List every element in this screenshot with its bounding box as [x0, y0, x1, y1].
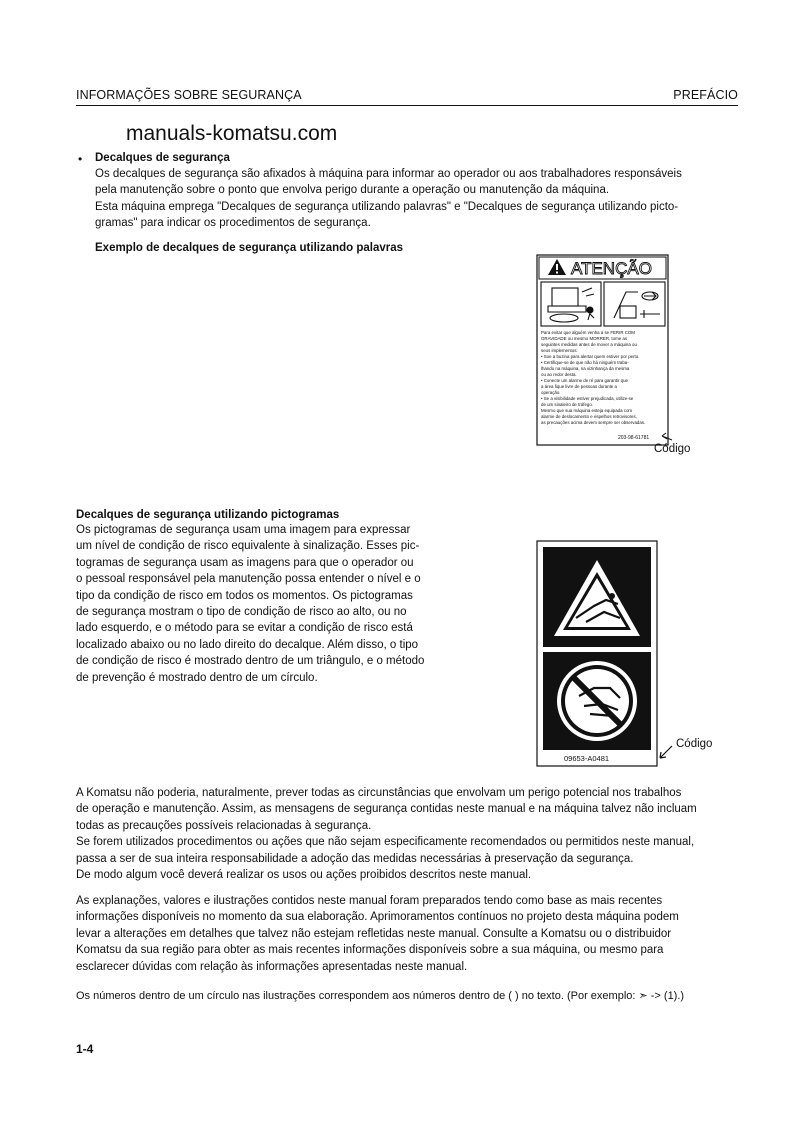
text-line: de prevenção é mostrado dentro de um círculo.: [76, 671, 318, 684]
disclaimer-paragraph: [76, 785, 738, 883]
svg-text:Para evitar que alguém venha a: Para evitar que alguém venha a se FERIR COM: [541, 330, 635, 335]
svg-text:de um sinaleiro de tráfego.: de um sinaleiro de tráfego.: [541, 402, 593, 407]
lock-lever-icon: [604, 282, 665, 326]
example-words-title: Exemplo de decalques de segurança utilizando palavras: [95, 242, 404, 254]
section-intro: [95, 166, 738, 232]
text-line: Esta máquina emprega "Decalques de segurança utilizando palavras" e "Decalques de segurança utilizando picto-: [95, 200, 679, 213]
text-line: tipo da condição de risco em todos os momentos. Os pictogramas: [76, 589, 413, 602]
text-line: o pessoal responsável pela manutenção possa entender o nível e o: [76, 573, 421, 586]
text-line: Se forem utilizados procedimentos ou ações que não sejam especificamente recomendados ou permitidos neste manual,: [76, 836, 695, 849]
header-chapter-title: PREFÁCIO: [673, 88, 738, 102]
text-line: A Komatsu não poderia, naturalmente, prever todas as circunstâncias que envolvam um perigo potencial nos trabalhos: [76, 787, 682, 799]
svg-text:ou ao redor desta.: ou ao redor desta.: [541, 372, 577, 377]
svg-text:operação.: operação.: [541, 390, 561, 395]
svg-text:Mesmo que sua máquina esteja e: Mesmo que sua máquina esteja equipada com: [541, 408, 633, 413]
header-rule: [76, 105, 738, 106]
text-line: de condição de risco é mostrado dentro de um triângulo, e o método: [76, 655, 425, 668]
pictogram-code-label: Código: [676, 738, 713, 750]
svg-text:• Soe a buzina para alertar qu: • Soe a buzina para alertar quem estiver por perto.: [541, 354, 640, 359]
prohibition-circle-icon: [557, 661, 637, 741]
text-line: levar a alterações em detalhes que talvez não estejam refletidas neste manual. Consulte a Komatsu ou o distribuidor: [76, 927, 672, 940]
svg-text:• Certifique-se de que não há: • Certifique-se de que não há ninguém traba-: [541, 360, 629, 365]
svg-text:a área fique livre de pessoas: a área fique livre de pessoas durante a: [541, 384, 617, 389]
bullet-icon: •: [78, 152, 83, 166]
pictograms-description: [76, 522, 454, 686]
text-line: As explanações, valores e ilustrações contidos neste manual foram preparados tendo como base as mais recentes: [76, 895, 663, 907]
text-line: Komatsu da sua região para obter as mais recentes informações disponíveis sobre a sua máquina, ou mesmo para: [76, 944, 664, 957]
text-line: De modo algum você deverá realizar os usos ou ações proibidos descritos neste manual.: [76, 869, 532, 882]
svg-text:alarme de deslocamento e espel: alarme de deslocamento e espelhos retrovisores,: [541, 414, 637, 419]
text-line: Os pictogramas de segurança usam uma imagem para expressar: [76, 524, 411, 536]
text-line: informações disponíveis no momento da sua elaboração. Aprimoramentos contínuos no projeto desta máquina podem: [76, 911, 679, 924]
svg-text:lhando na máquina, na vizinhan: lhando na máquina, na vizinhança da mesma: [541, 366, 630, 371]
svg-text:GRAVIDADE ou mesmo MORRER, tom: GRAVIDADE ou mesmo MORRER, tome as: [541, 336, 628, 341]
svg-text:as precauções acima devem semp: as precauções acima devem sempre ser observadas.: [541, 420, 646, 425]
section-title: Decalques de segurança: [95, 152, 230, 164]
header-section-title: INFORMAÇÕES SOBRE SEGURANÇA: [76, 88, 302, 102]
text-line: um nível de condição de risco equivalente à sinalização. Esses pic-: [76, 540, 420, 553]
text-line: passa a ser de sua inteira responsabilidade a adoção das medidas necessárias à preservação da segurança.: [76, 852, 634, 865]
word-safety-decal: [534, 252, 694, 464]
page-number: 1-4: [76, 1042, 94, 1056]
updates-paragraph: [76, 893, 738, 975]
text-line: localizado abaixo ou no lado direito do decalque. Além disso, o tipo: [76, 638, 419, 651]
code-pointer-arrow: [660, 746, 672, 758]
text-line: pela manutenção sobre o ponto que envolva perigo durante a operação ou manutenção da máquina.: [95, 184, 610, 197]
text-line: Os decalques de segurança são afixados à máquina para informar ao operador ou aos trabalhadores responsáveis: [95, 168, 682, 180]
text-line: de operação e manutenção. Assim, as mensagens de segurança contidas neste manual e na máquina talvez não incluam: [76, 803, 697, 816]
svg-text:• Conecte um alarme de ré para: • Conecte um alarme de ré para garantir que: [541, 378, 628, 383]
pictograms-title: Decalques de segurança utilizando pictogramas: [76, 509, 340, 521]
svg-text:seguintes medidas antes de mov: seguintes medidas antes de mover a máquina ou: [541, 342, 637, 347]
text-line: togramas de segurança usam as imagens para que o operador ou: [76, 556, 414, 569]
machine-runover-hazard-icon: [541, 282, 601, 326]
text-line: de segurança mostram o tipo de condição de risco ao alto, ou no: [76, 606, 407, 619]
circle-numbers-note: Os números dentro de um círculo nas ilustrações correspondem aos números dentro de ( ) no texto. (Por exemplo: ➣ -> (1).): [76, 990, 685, 1002]
watermark: manuals-komatsu.com: [126, 122, 338, 145]
text-line: esclarecer dúvidas com relação às informações apresentadas neste manual.: [76, 960, 468, 973]
svg-text:seus implementos:: seus implementos:: [541, 348, 578, 353]
text-line: gramas" para indicar os procedimentos de segurança.: [95, 217, 371, 230]
decal-code-text: 203-98-61781: [618, 435, 650, 441]
decal-signal-word: ATENÇÃO: [571, 259, 652, 278]
pictogram-code-text: 09653-A0481: [564, 754, 610, 763]
text-line: todas as precauções possíveis relacionadas à segurança.: [76, 819, 372, 832]
svg-text:• Se a visibilidade estiver pr: • Se a visibilidade estiver prejudicada, utilize-se: [541, 396, 634, 401]
text-line: lado esquerdo, e o método para se evitar a condição de risco está: [76, 622, 413, 635]
decal-code-label: Código: [654, 443, 691, 455]
pictogram-safety-decal: [534, 538, 694, 770]
